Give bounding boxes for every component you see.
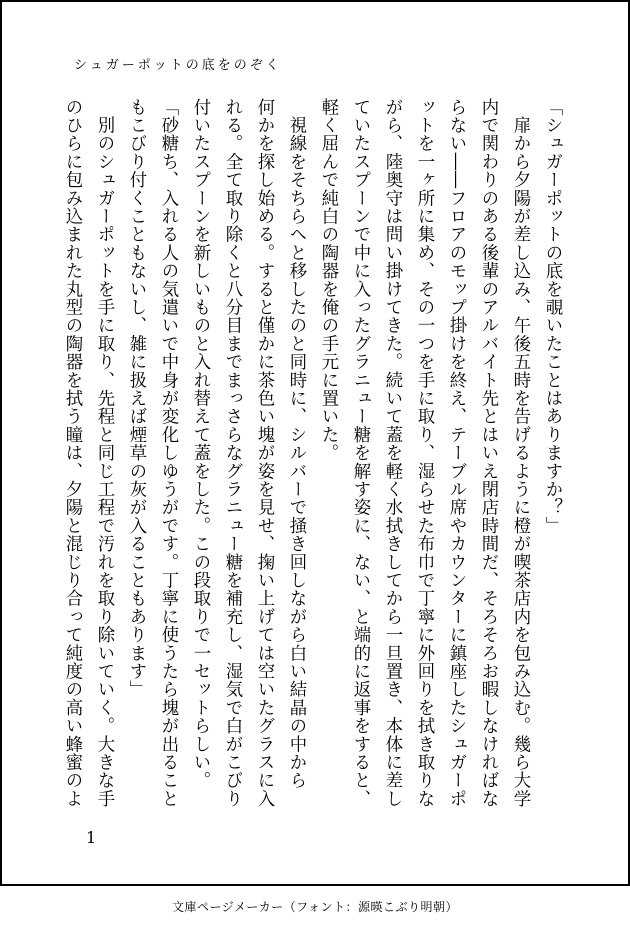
text-line: 「シュガーポットの底を覗いたことはありますか？」 bbox=[542, 98, 562, 535]
text-line: ていたスプーンで中に入ったグラニュー糖を解す姿に、ない、と端的に返事をすると、 bbox=[350, 98, 370, 808]
running-header-title: シュガーポットの底をのぞく bbox=[74, 58, 282, 73]
footer-credit: 文庫ページメーカー（フォント：源暎こぶり明朝） bbox=[171, 900, 459, 914]
text-line: らない――フロアのモップ掛けを終え、テーブル席やカウンターに鎮座したシュガーポ bbox=[446, 98, 466, 808]
text-line: 視線をそちらへと移したのと同時に、シルバーで掻き回しながら白い結晶の中から bbox=[286, 98, 306, 790]
text-line: がら、陸奥守は問い掛けてきた。続いて蓋を軽く水拭きしてから一旦置き、本体に差し bbox=[382, 98, 402, 808]
text-line: 付いたスプーンを新しいものと入れ替えて蓋をした。この段取りで一セットらしい。 bbox=[190, 98, 210, 790]
text-line: のひらに包み込まれた丸型の陶器を拭う瞳は、夕陽と混じり合って純度の高い蜂蜜のよ bbox=[62, 98, 82, 808]
text-line: 軽く屈んで純白の陶器を俺の手元に置いた。 bbox=[318, 98, 338, 462]
body-text bbox=[56, 98, 568, 808]
text-line: もこびり付くこともないし、雑に扱えば煙草の灰が入ることもあります」 bbox=[126, 98, 146, 699]
text-line: 扉から夕陽が差し込み、午後五時を告げるように橙が喫茶店内を包み込む。幾ら大学 bbox=[510, 98, 530, 808]
text-line: 別のシュガーポットを手に取り、先程と同じ工程で汚れを取り除いていく。大きな手 bbox=[94, 98, 114, 808]
text-line: 「砂糖ち、入れる人の気遣いで中身が変化しゆうがです。丁寧に使うたら塊が出ること bbox=[158, 98, 178, 808]
text-line: れる。全て取り除くと八分目までまっさらなグラニュー糖を補充し、湿気で白がこびり bbox=[222, 98, 242, 808]
text-line: 内で関わりのある後輩のアルバイト先とはいえ閉店時間だ、そろそろお暇しなければな bbox=[478, 98, 498, 808]
text-line: 何かを探し始める。すると僅かに茶色い塊が姿を見せ、掬い上げては空いたグラスに入 bbox=[254, 98, 274, 808]
page-number: 1 bbox=[86, 828, 97, 847]
text-line: ットを一ヶ所に集め、その一つを手に取り、湿らせた布巾で丁寧に外回りを拭き取りな bbox=[414, 98, 434, 808]
